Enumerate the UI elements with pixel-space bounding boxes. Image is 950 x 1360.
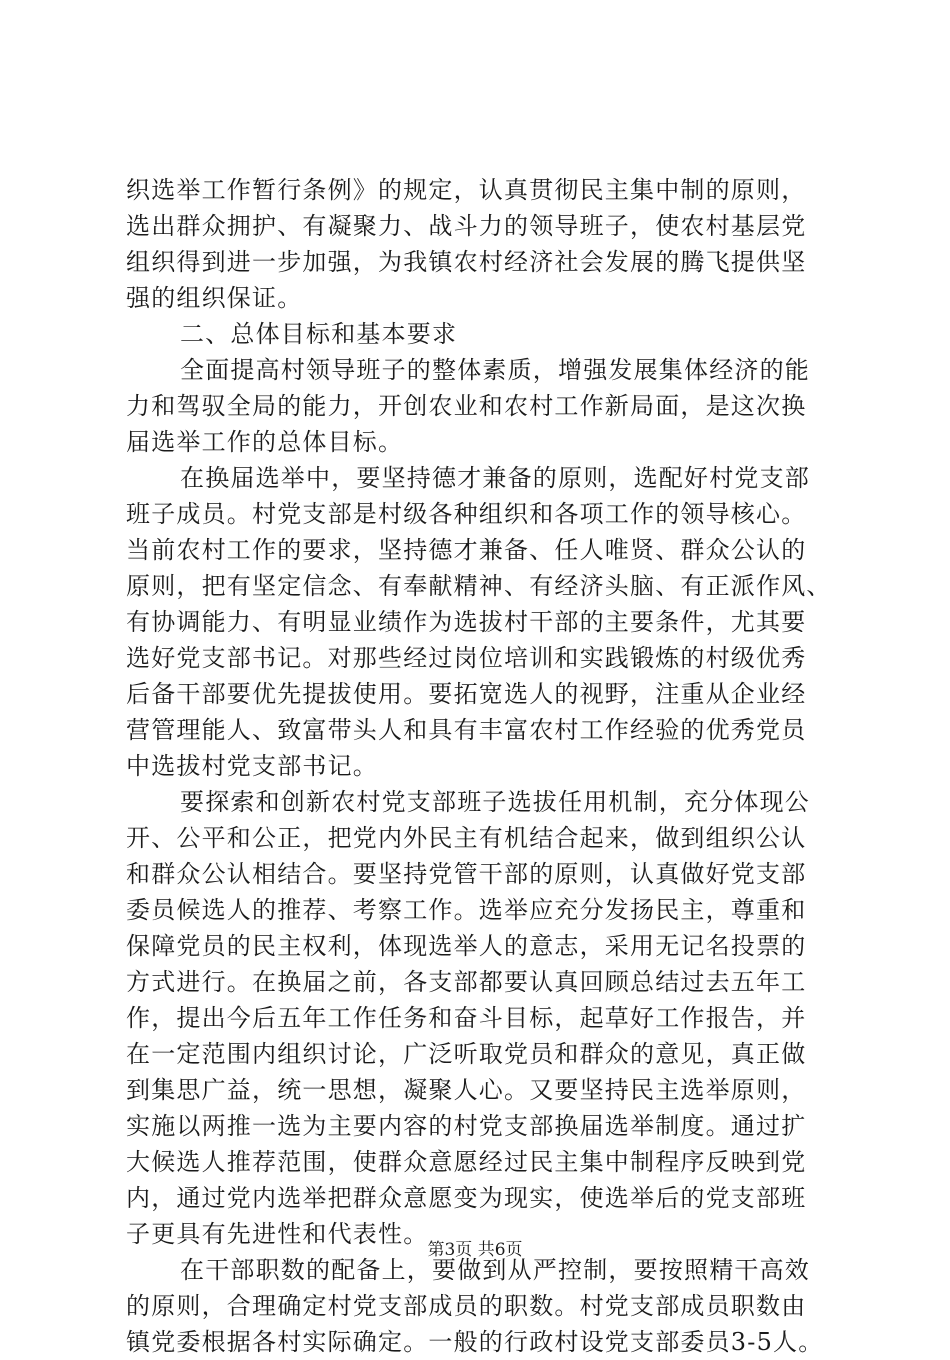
text-line: 的原则，合理确定村党支部成员的职数。村党支部成员职数由 [126, 1292, 807, 1320]
text-line: 作，提出今后五年工作任务和奋斗目标，起草好工作报告，并 [126, 1004, 807, 1032]
text-line: 班子成员。村党支部是村级各种组织和各项工作的领导核心。 [126, 500, 807, 528]
text-line: 镇党委根据各村实际确定。一般的行政村设党支部委员3-5人。 [126, 1328, 824, 1356]
text-line: 选出群众拥护、有凝聚力、战斗力的领导班子，使农村基层党 [126, 212, 807, 240]
text-line: 到集思广益，统一思想，凝聚人心。又要坚持民主选举原则， [126, 1076, 807, 1104]
text-line: 在一定范围内组织讨论，广泛听取党员和群众的意见，真正做 [126, 1040, 807, 1068]
text-line: 力和驾驭全局的能力，开创农业和农村工作新局面，是这次换 [126, 392, 807, 420]
text-line: 委员候选人的推荐、考察工作。选举应充分发扬民主，尊重和 [126, 896, 807, 924]
text-line: 选好党支部书记。对那些经过岗位培训和实践锻炼的村级优秀 [126, 644, 807, 672]
text-line: 内，通过党内选举把群众意愿变为现实，使选举后的党支部班 [126, 1184, 807, 1212]
page-footer: 第3页 共6页 [427, 1240, 523, 1260]
text-line: 原则，把有坚定信念、有奉献精神、有经济头脑、有正派作风、 [126, 572, 832, 600]
text-line: 强的组织保证。 [126, 284, 303, 312]
document-body [126, 172, 836, 1360]
paragraph-first-line: 二、总体目标和基本要求 [180, 320, 458, 348]
text-line: 子更具有先进性和代表性。 [126, 1220, 429, 1248]
text-line: 方式进行。在换届之前，各支部都要认真回顾总结过去五年工 [126, 968, 807, 996]
text-line: 实施以两推一选为主要内容的村党支部换届选举制度。通过扩 [126, 1112, 807, 1140]
text-line: 和群众公认相结合。要坚持党管干部的原则，认真做好党支部 [126, 860, 807, 888]
text-line: 织选举工作暂行条例》的规定，认真贯彻民主集中制的原则， [126, 176, 807, 204]
text-line: 当前农村工作的要求，坚持德才兼备、任人唯贤、群众公认的 [126, 536, 807, 564]
text-line: 组织得到进一步加强，为我镇农村经济社会发展的腾飞提供坚 [126, 248, 807, 276]
text-line: 开、公平和公正，把党内外民主有机结合起来，做到组织公认 [126, 824, 807, 852]
text-line: 中选拔村党支部书记。 [126, 752, 378, 780]
paragraph-first-line: 在干部职数的配备上，要做到从严控制，要按照精干高效 [180, 1256, 810, 1284]
text-line: 届选举工作的总体目标。 [126, 428, 404, 456]
text-line: 大候选人推荐范围，使群众意愿经过民主集中制程序反映到党 [126, 1148, 807, 1176]
text-line: 后备干部要优先提拔使用。要拓宽选人的视野，注重从企业经 [126, 680, 807, 708]
paragraph-first-line: 在换届选举中，要坚持德才兼备的原则，选配好村党支部 [180, 464, 810, 492]
paragraph-first-line: 全面提高村领导班子的整体素质，增强发展集体经济的能 [180, 356, 810, 384]
text-line: 有协调能力、有明显业绩作为选拔村干部的主要条件，尤其要 [126, 608, 807, 636]
text-line: 营管理能人、致富带头人和具有丰富农村工作经验的优秀党员 [126, 716, 807, 744]
paragraph-first-line: 要探索和创新农村党支部班子选拔任用机制，充分体现公 [180, 788, 810, 816]
text-line: 保障党员的民主权利，体现选举人的意志，采用无记名投票的 [126, 932, 807, 960]
